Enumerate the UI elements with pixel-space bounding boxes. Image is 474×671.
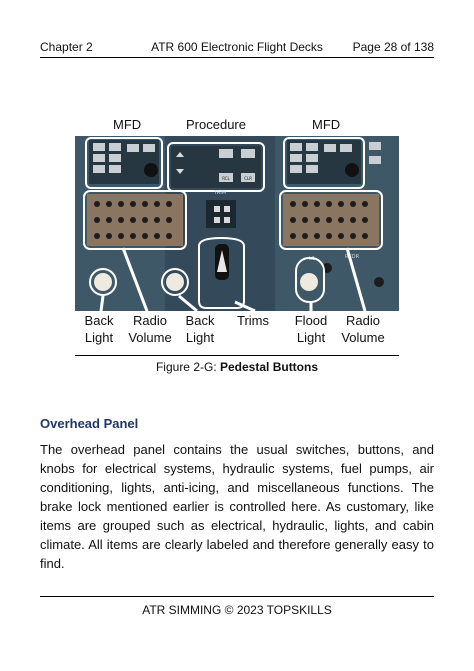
header-divider	[40, 57, 434, 58]
label-procedure: Procedure	[186, 117, 246, 132]
callout-line: Radio	[133, 313, 167, 328]
figure-caption	[0, 360, 474, 374]
callout-line: Back	[84, 313, 114, 328]
mfd-right-extra-key	[369, 156, 381, 164]
callout-line: Light	[185, 330, 215, 345]
callout-line: Light	[84, 330, 114, 345]
callout-line: Volume	[128, 330, 172, 345]
callout-radio-volume-right	[328, 312, 398, 346]
page-number: Page 28 of 138	[352, 40, 434, 54]
section-title: Overhead Panel	[40, 416, 139, 431]
callout-line: Volume	[341, 330, 385, 345]
mfd-right-knob	[345, 163, 359, 177]
trim-switch-block	[206, 200, 236, 228]
flood-light-knob	[300, 273, 318, 291]
panel-screw	[374, 277, 384, 287]
mfd-right-extra-key	[369, 142, 381, 150]
back-light-knob-left	[94, 273, 112, 291]
page-footer: ATR SIMMING © 2023 TOPSKILLS	[142, 603, 332, 617]
rcdr-label: RCDR	[345, 254, 360, 260]
footer-divider	[40, 596, 434, 597]
chapter-label: Chapter 2	[40, 40, 93, 54]
callout-line: Radio	[346, 313, 380, 328]
section-body: The overhead panel contains the usual switches, buttons, and knobs for electrical systems, hydraulic systems, fuel pumps, air conditioning, lights, anti-icing, and miscellaneous functions. The brake lock mentioned earlier is controlled here. As customary, like items are grouped such as electrical, hydraulic, lights, and cabin climate. All items are clearly labeled and therefore generally easy to find.	[40, 442, 434, 571]
callout-line: Light	[296, 330, 326, 345]
document-title: ATR 600 Electronic Flight Decks	[151, 40, 323, 54]
clr-key-label: CLR	[244, 176, 252, 181]
caption-prefix: Figure 2-G:	[155, 360, 220, 374]
label-mfd-left: MFD	[113, 117, 142, 132]
l1-label: L1	[309, 256, 315, 262]
pedestal-photo	[75, 136, 399, 311]
trim-switch	[214, 206, 220, 212]
trim-switch	[214, 217, 220, 223]
trim-switch	[224, 206, 230, 212]
trim-panel-label: TRIM	[213, 190, 227, 196]
back-light-knob-center	[166, 273, 184, 291]
caption-title: Pedestal Buttons	[220, 360, 319, 374]
rcl-key-label: RCL	[222, 176, 230, 181]
label-mfd-right: MFD	[312, 117, 341, 132]
callout-line: Back	[185, 313, 215, 328]
figure-divider	[75, 355, 399, 356]
page-header	[40, 40, 434, 56]
callout-line: Trims	[236, 313, 269, 328]
trim-switch	[224, 217, 230, 223]
callout-line: Flood	[294, 313, 328, 328]
mfd-left-knob	[144, 163, 158, 177]
